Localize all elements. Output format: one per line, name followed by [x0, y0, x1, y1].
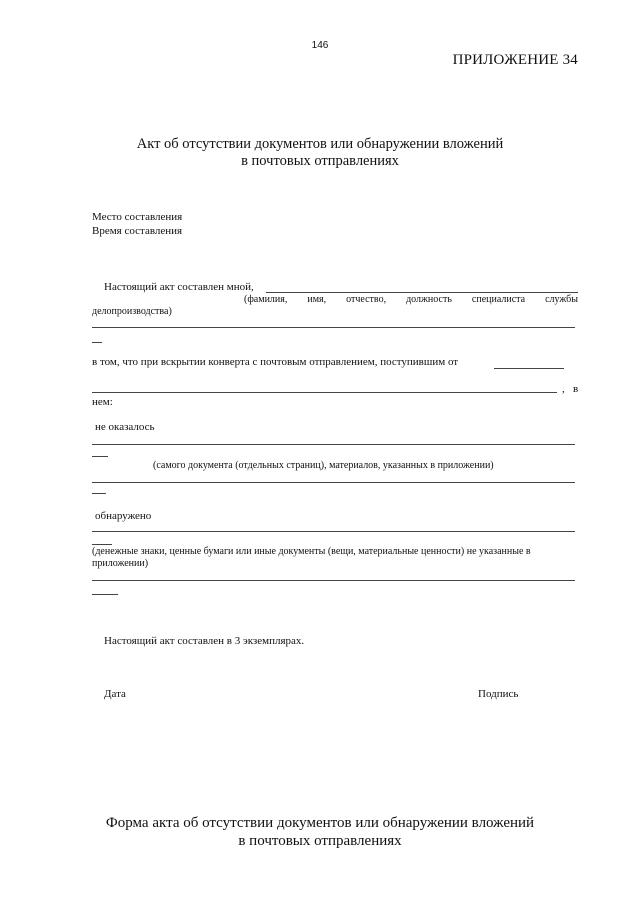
title-line-1: Акт об отсутствии документов или обнаружении вложений: [136, 136, 504, 152]
composer-fill-line[interactable]: [266, 292, 578, 293]
found-fill-line[interactable]: [92, 531, 575, 532]
in-it-label: нем:: [92, 396, 113, 408]
composer-hint-continued: делопроизводства): [92, 306, 172, 317]
found-hint-line-2: приложении): [92, 558, 149, 569]
missing-label: не оказалось: [95, 421, 155, 433]
hint-word: отчество,: [346, 294, 387, 305]
composer-fill-line-2[interactable]: [92, 327, 575, 328]
sender-fill-line[interactable]: [494, 368, 564, 369]
time-label: Время составления: [92, 225, 183, 237]
composed-by-label: Настоящий акт составлен мной,: [104, 281, 254, 293]
hint-word: службы: [545, 294, 578, 305]
found-label: обнаружено: [95, 510, 152, 522]
composer-hint: [244, 294, 578, 306]
sender-fill-line-2[interactable]: [92, 392, 557, 393]
appendix-label: ПРИЛОЖЕНИЕ 34: [452, 52, 578, 68]
found-fill-line-2[interactable]: [92, 580, 575, 581]
copies-text: Настоящий акт составлен в 3 экземплярах.: [104, 635, 305, 647]
page-number: 146: [311, 40, 329, 51]
missing-fill-line-2[interactable]: [92, 482, 575, 483]
hint-word: (фамилия,: [244, 294, 288, 305]
missing-fill-line[interactable]: [92, 444, 575, 445]
place-label: Место составления: [92, 211, 183, 223]
found-hint-line-1: (денежные знаки, ценные бумаги или иные документы (вещи, материальные ценности) не указанные в: [92, 546, 531, 557]
hint-word: должность: [406, 294, 452, 305]
document-title: [0, 136, 640, 170]
hint-word: специалиста: [471, 294, 526, 305]
short-dash: [92, 342, 102, 343]
missing-hint: (самого документа (отдельных страниц), материалов, указанных в приложении): [153, 460, 494, 471]
form-caption: [0, 814, 640, 850]
title-line-2: в почтовых отправлениях: [241, 153, 399, 169]
date-label: Дата: [104, 688, 126, 700]
hint-word: имя,: [307, 294, 327, 305]
comma-v-text: , в: [562, 383, 579, 395]
footer-line-1: Форма акта об отсутствии документов или обнаружении вложений: [105, 815, 535, 831]
short-dash: [92, 493, 106, 494]
short-dash: [92, 544, 112, 545]
short-dash: [92, 456, 108, 457]
envelope-text: в том, что при вскрытии конверта с почтовым отправлением, поступившим от: [92, 356, 459, 368]
footer-line-2: в почтовых отправлениях: [238, 833, 402, 849]
signature-label: Подпись: [478, 688, 519, 700]
short-dash: [92, 594, 118, 595]
